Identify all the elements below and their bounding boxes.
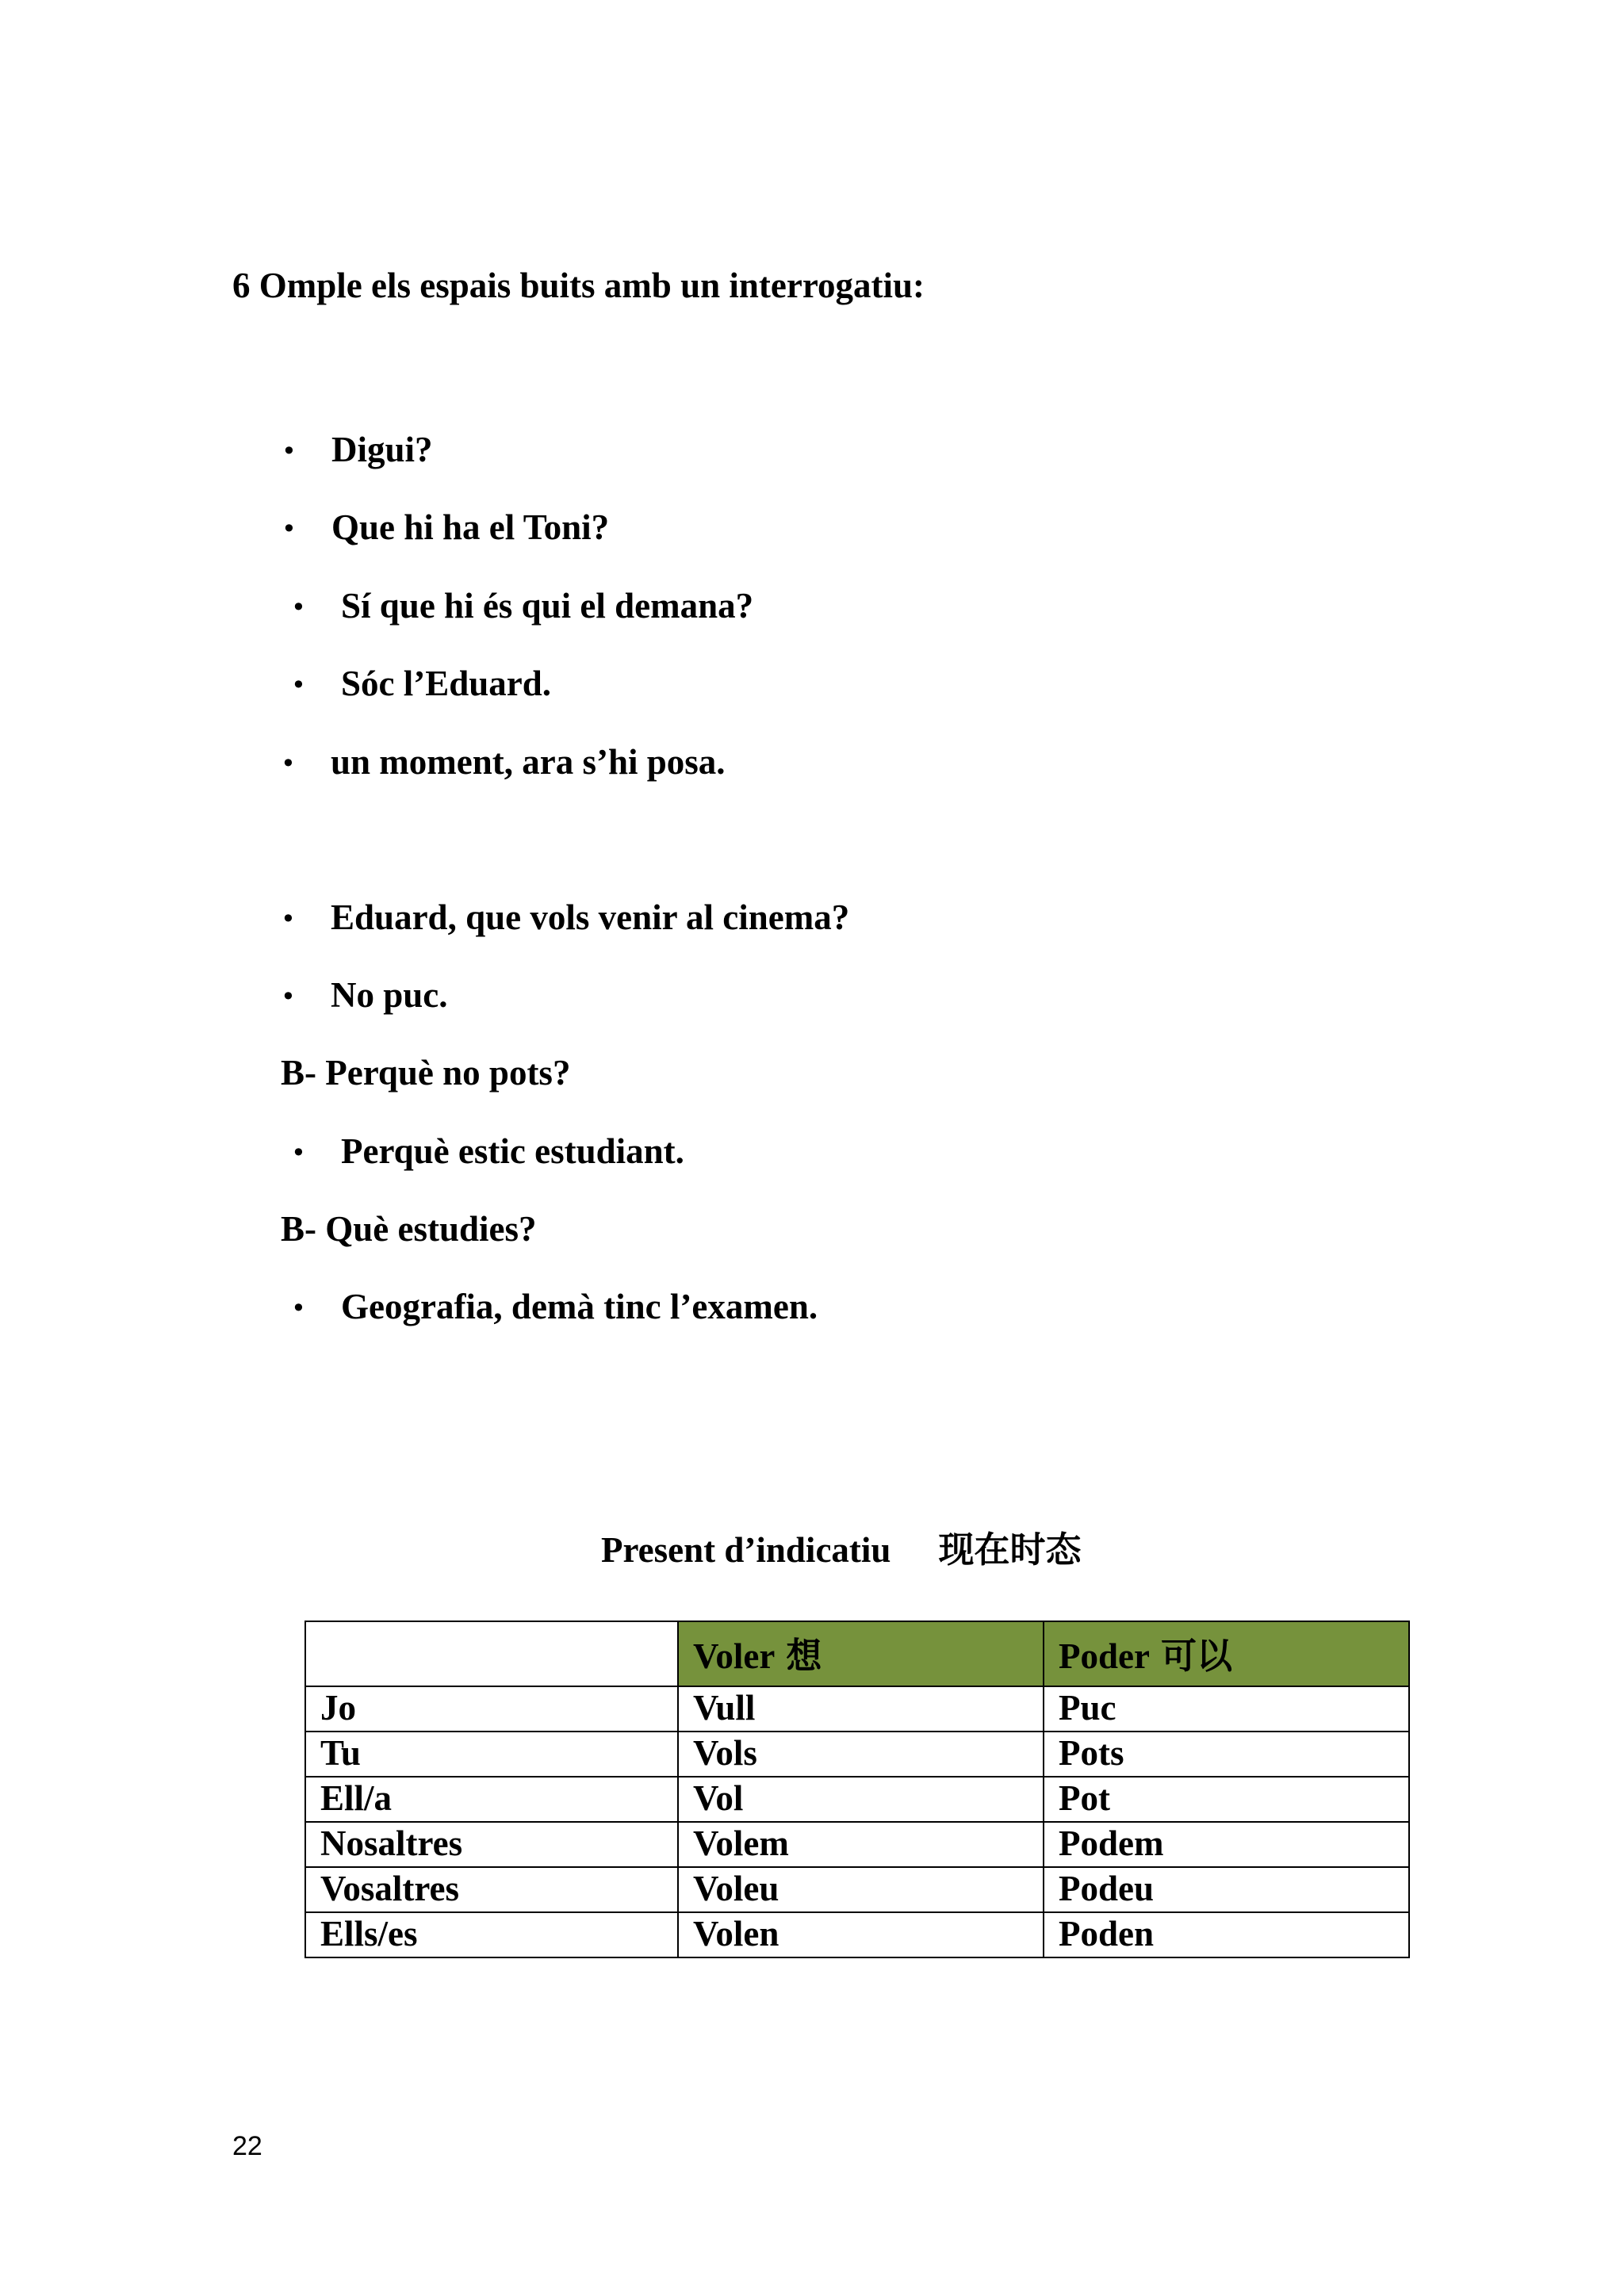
- pronoun-cell: Ells/es: [305, 1912, 678, 1957]
- table-title: [601, 1529, 1082, 1571]
- dialogue-text: Perquè estic estudiant.: [341, 1131, 684, 1171]
- dialogue-text: Que hi ha el Toni?: [331, 507, 610, 547]
- voler-cell: Volen: [678, 1912, 1044, 1957]
- bullet: •: [291, 1293, 306, 1323]
- voler-cell: Vols: [678, 1732, 1044, 1777]
- pronoun-cell: Vosaltres: [305, 1867, 678, 1912]
- pronoun-cell: Ell/a: [305, 1777, 678, 1822]
- voler-cell: Voleu: [678, 1867, 1044, 1912]
- pronoun-cell: Tu: [305, 1732, 678, 1777]
- header-label-chinese: 可以: [1160, 1635, 1232, 1677]
- bullet: •: [281, 748, 296, 779]
- table-title-chinese: 现在时态: [938, 1529, 1082, 1571]
- table-row: [305, 1732, 1409, 1777]
- voler-cell: Vol: [678, 1777, 1044, 1822]
- poder-cell: Poden: [1044, 1912, 1409, 1957]
- table-row: [305, 1686, 1409, 1732]
- poder-cell: Podem: [1044, 1822, 1409, 1867]
- table-row: [305, 1867, 1409, 1912]
- bullet: •: [291, 592, 306, 622]
- table-row: [305, 1777, 1409, 1822]
- poder-cell: Podeu: [1044, 1867, 1409, 1912]
- header-label: Poder: [1059, 1636, 1150, 1676]
- dialogue-text: Geografia, demà tinc l’examen.: [341, 1287, 818, 1326]
- exercise-heading: 6 Omple els espais buits amb un interrogatiu:: [232, 266, 925, 305]
- poder-cell: Pot: [1044, 1777, 1409, 1822]
- voler-cell: Vull: [678, 1686, 1044, 1732]
- table-row: [305, 1822, 1409, 1867]
- dialogue-text: Sí que hi és qui el demana?: [341, 586, 754, 626]
- dialogue-text: B- Perquè no pots?: [281, 1053, 571, 1093]
- pronoun-cell: Nosaltres: [305, 1822, 678, 1867]
- bullet: •: [281, 982, 296, 1012]
- header-cell-empty: [305, 1621, 678, 1686]
- dialogue-text: B- Què estudies?: [281, 1209, 537, 1249]
- header-label-chinese: 想: [786, 1635, 822, 1677]
- dialogue-text: No puc.: [331, 975, 448, 1015]
- bullet: •: [282, 514, 297, 544]
- poder-cell: Pots: [1044, 1732, 1409, 1777]
- bullet: •: [291, 670, 306, 700]
- header-label: Voler: [693, 1636, 776, 1676]
- page-number: 22: [232, 2131, 262, 2161]
- dialogue-text: Eduard, que vols venir al cinema?: [331, 897, 850, 937]
- voler-cell: Volem: [678, 1822, 1044, 1867]
- bullet: •: [291, 1138, 306, 1168]
- dialogue-text: Digui?: [331, 430, 433, 469]
- table-row: [305, 1912, 1409, 1957]
- table-header-row: [305, 1621, 1409, 1686]
- bullet: •: [281, 904, 296, 934]
- dialogue-text: Sóc l’Eduard.: [341, 664, 552, 703]
- header-cell-poder: [1044, 1621, 1409, 1686]
- table-title-text: Present d’indicatiu: [601, 1530, 891, 1570]
- bullet: •: [282, 436, 297, 466]
- poder-cell: Puc: [1044, 1686, 1409, 1732]
- header-cell-voler: [678, 1621, 1044, 1686]
- pronoun-cell: Jo: [305, 1686, 678, 1732]
- conjugation-table: [304, 1621, 1410, 1958]
- dialogue-text: un moment, ara s’hi posa.: [331, 742, 726, 782]
